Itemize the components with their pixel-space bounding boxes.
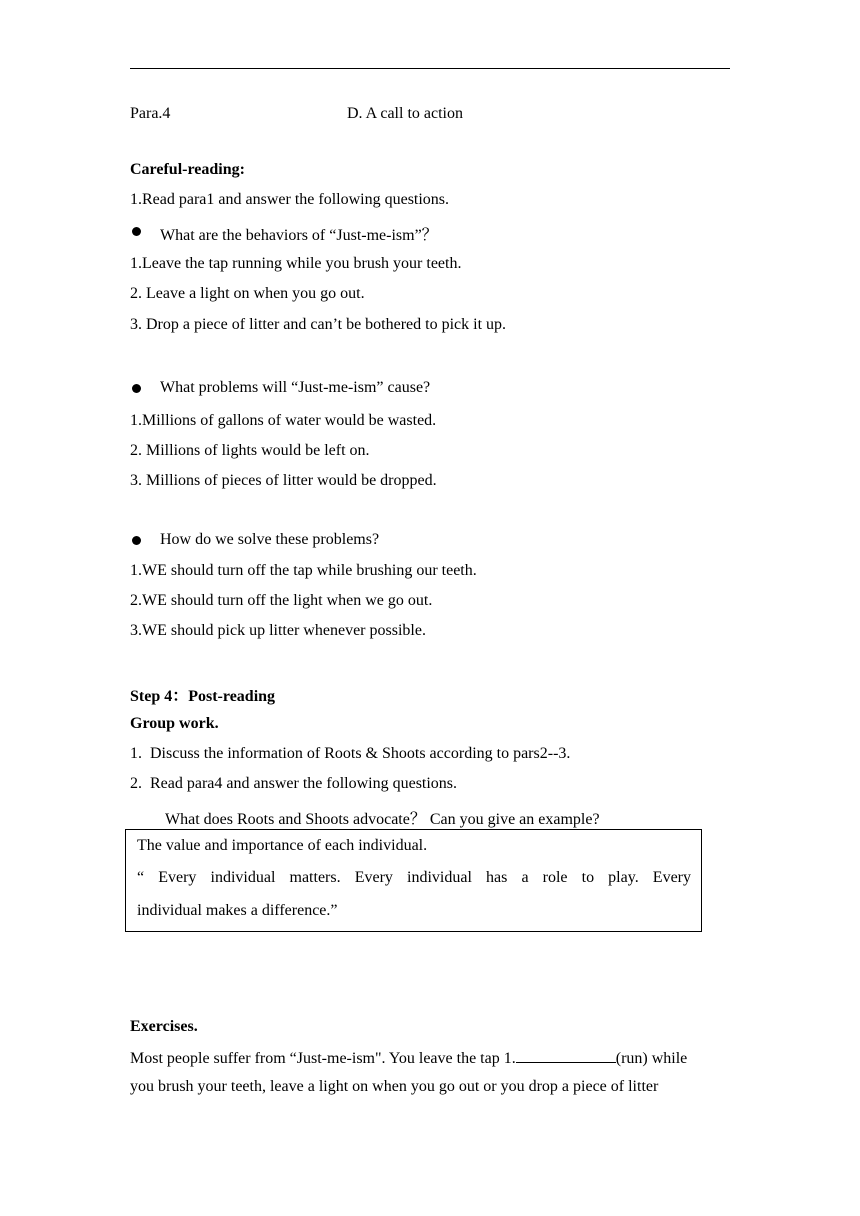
answer-line: 3. Drop a piece of litter and can’t be bothered to pick it up.: [130, 316, 507, 333]
exercise-line: [130, 1048, 730, 1068]
answer-box-line: individual makes a difference.”: [137, 902, 338, 919]
task-line: 1. Discuss the information of Roots & Shoots according to pars2--3.: [130, 745, 571, 762]
para-label: Para.4: [130, 105, 171, 122]
exercise-text: Most people suffer from “Just-me-ism". You leave the tap 1.: [130, 1050, 516, 1067]
question-solutions: How do we solve these problems?: [160, 531, 380, 548]
group-work-heading: Group work.: [130, 715, 219, 732]
matching-option: D. A call to action: [347, 105, 463, 122]
answer-line: 2. Millions of lights would be left on.: [130, 442, 370, 459]
answer-box-line: “ Every individual matters. Every individual has a role to play. Every: [137, 869, 691, 886]
answer-line: 3.WE should pick up litter whenever possible.: [130, 622, 426, 639]
question-behaviors: What are the behaviors of “Just-me-ism”？: [160, 227, 438, 244]
answer-line: 1.Millions of gallons of water would be wasted.: [130, 412, 437, 429]
answer-line: 1.WE should turn off the tap while brushing our teeth.: [130, 562, 477, 579]
header-rule: [130, 68, 730, 69]
bullet-icon: [132, 384, 141, 393]
step-heading: Step 4：Post-reading: [130, 688, 276, 705]
careful-reading-instruction: 1.Read para1 and answer the following questions.: [130, 191, 450, 208]
answer-line: 1.Leave the tap running while you brush your teeth.: [130, 255, 462, 272]
task-line: 2. Read para4 and answer the following questions.: [130, 775, 458, 792]
question-problems: What problems will “Just-me-ism” cause?: [160, 379, 431, 396]
careful-reading-heading: Careful-reading:: [130, 161, 245, 178]
answer-line: 2. Leave a light on when you go out.: [130, 285, 365, 302]
exercises-heading: Exercises.: [130, 1018, 198, 1035]
answer-box-line: The value and importance of each individual.: [137, 837, 428, 854]
answer-line: 2.WE should turn off the light when we go out.: [130, 592, 433, 609]
bullet-icon: [132, 536, 141, 545]
exercise-text: (run) while: [615, 1050, 688, 1067]
blank-1[interactable]: [516, 1048, 616, 1063]
answer-line: 3. Millions of pieces of litter would be dropped.: [130, 472, 437, 489]
bullet-icon: [132, 227, 141, 236]
exercise-line: you brush your teeth, leave a light on when you go out or you drop a piece of litter: [130, 1078, 659, 1095]
advocate-question: What does Roots and Shoots advocate？ Can you give an example?: [165, 811, 600, 828]
